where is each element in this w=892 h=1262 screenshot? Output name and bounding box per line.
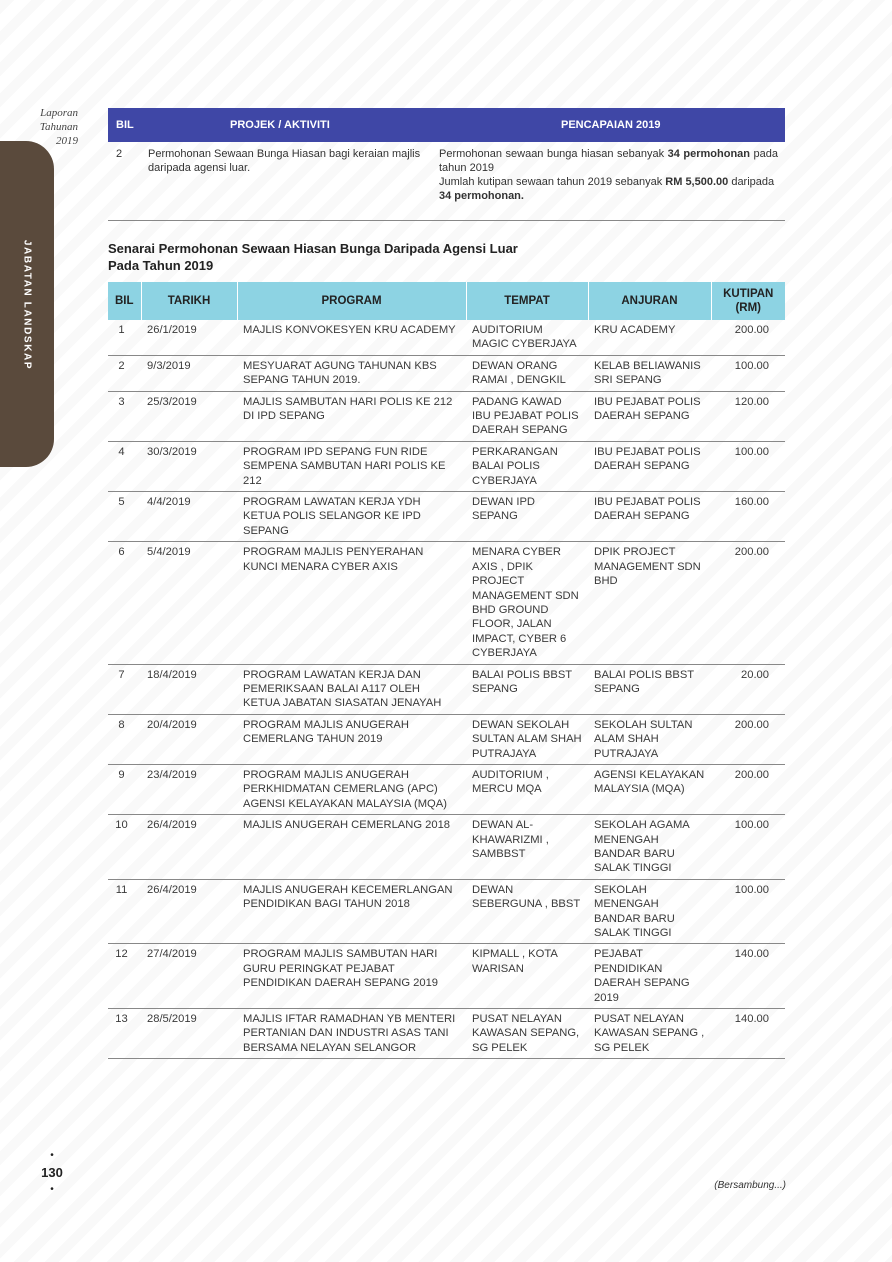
table-row bbox=[108, 542, 785, 664]
table-row bbox=[108, 441, 785, 491]
cell-kutipan: 200.00 bbox=[711, 714, 785, 764]
achievement-table-header bbox=[108, 108, 785, 142]
text: Jumlah kutipan sewaan tahun 2019 sebanyak bbox=[439, 176, 666, 188]
cell-tarikh: 23/4/2019 bbox=[141, 764, 237, 814]
cell-tempat: DEWAN AL-KHAWARIZMI , SAMBBST bbox=[466, 815, 588, 880]
table-body bbox=[108, 320, 785, 1059]
cell-anjuran: IBU PEJABAT POLIS DAERAH SEPANG bbox=[588, 492, 711, 542]
cell-program: MAJLIS ANUGERAH KECEMERLANGAN PENDIDIKAN BAGI TAHUN 2018 bbox=[237, 879, 466, 944]
cell-kutipan: 140.00 bbox=[711, 944, 785, 1009]
cell-program: MAJLIS IFTAR RAMADHAN YB MENTERI PERTANIAN DAN INDUSTRI ASAS TANI BERSAMA NELAYAN SELANGOR bbox=[237, 1009, 466, 1059]
cell-kutipan: 200.00 bbox=[711, 764, 785, 814]
cell-program: MAJLIS KONVOKESYEN KRU ACADEMY bbox=[237, 320, 466, 355]
header-project: PROJEK / AKTIVITI bbox=[230, 119, 330, 131]
header-kutipan-unit: (RM) bbox=[735, 302, 762, 314]
bold-text: 34 permohonan. bbox=[439, 190, 524, 202]
table-row bbox=[108, 664, 785, 714]
cell-bil: 12 bbox=[108, 944, 141, 1009]
table-row bbox=[108, 944, 785, 1009]
cell-bil: 11 bbox=[108, 879, 141, 944]
page-number-value: 130 bbox=[41, 1165, 63, 1180]
table-header-row bbox=[108, 282, 785, 320]
section-tab-label: JABATAN LANDSKAP bbox=[21, 239, 33, 371]
table-row bbox=[108, 355, 785, 391]
report-label-line: 2019 bbox=[56, 135, 78, 147]
report-label-line: Laporan bbox=[40, 107, 78, 119]
bold-text: 34 permohonan bbox=[667, 148, 750, 160]
cell-anjuran: PEJABAT PENDIDIKAN DAERAH SEPANG 2019 bbox=[588, 944, 711, 1009]
row-bil: 2 bbox=[116, 148, 123, 160]
cell-bil: 1 bbox=[108, 320, 141, 355]
cell-tarikh: 30/3/2019 bbox=[141, 441, 237, 491]
cell-bil: 6 bbox=[108, 542, 141, 664]
cell-tarikh: 28/5/2019 bbox=[141, 1009, 237, 1059]
text: pada tahun 2019 bbox=[439, 148, 778, 174]
cell-tarikh: 5/4/2019 bbox=[141, 542, 237, 664]
cell-bil: 3 bbox=[108, 391, 141, 441]
cell-program: PROGRAM MAJLIS ANUGERAH PERKHIDMATAN CEMERLANG (APC) AGENSI KELAYAKAN MALAYSIA (MQA) bbox=[237, 764, 466, 814]
text: daripada bbox=[728, 176, 775, 188]
header-kutipan bbox=[711, 282, 785, 320]
cell-tarikh: 9/3/2019 bbox=[141, 355, 237, 391]
table-row bbox=[108, 1009, 785, 1059]
cell-tarikh: 4/4/2019 bbox=[141, 492, 237, 542]
cell-kutipan: 200.00 bbox=[711, 542, 785, 664]
table-row bbox=[108, 879, 785, 944]
header-kutipan-label: KUTIPAN bbox=[723, 288, 774, 300]
row-achievement bbox=[439, 147, 778, 203]
cell-tarikh: 18/4/2019 bbox=[141, 664, 237, 714]
header-program: PROGRAM bbox=[237, 282, 466, 320]
dot-icon: • bbox=[50, 1184, 54, 1195]
cell-anjuran: KRU ACADEMY bbox=[588, 320, 711, 355]
header-tarikh: TARIKH bbox=[141, 282, 237, 320]
cell-kutipan: 160.00 bbox=[711, 492, 785, 542]
table-row bbox=[108, 492, 785, 542]
section-title-line: Pada Tahun 2019 bbox=[108, 258, 214, 273]
cell-anjuran: IBU PEJABAT POLIS DAERAH SEPANG bbox=[588, 391, 711, 441]
row-project: Permohonan Sewaan Bunga Hiasan bagi keraian majlis daripada agensi luar. bbox=[148, 148, 421, 174]
page-number bbox=[30, 1150, 74, 1196]
cell-anjuran: SEKOLAH SULTAN ALAM SHAH PUTRAJAYA bbox=[588, 714, 711, 764]
cell-tempat: MENARA CYBER AXIS , DPIK PROJECT MANAGEMENT SDN BHD GROUND FLOOR, JALAN IMPACT, CYBER 6 CYBERJAYA bbox=[466, 542, 588, 664]
cell-bil: 13 bbox=[108, 1009, 141, 1059]
cell-tempat: AUDITORIUM , MERCU MQA bbox=[466, 764, 588, 814]
header-bil: BIL bbox=[108, 282, 141, 320]
cell-tempat: PUSAT NELAYAN KAWASAN SEPANG, SG PELEK bbox=[466, 1009, 588, 1059]
header-tempat: TEMPAT bbox=[466, 282, 588, 320]
cell-tempat: AUDITORIUM MAGIC CYBERJAYA bbox=[466, 320, 588, 355]
table-row bbox=[108, 764, 785, 814]
header-anjuran: ANJURAN bbox=[588, 282, 711, 320]
cell-kutipan: 100.00 bbox=[711, 355, 785, 391]
cell-tarikh: 20/4/2019 bbox=[141, 714, 237, 764]
cell-anjuran: AGENSI KELAYAKAN MALAYSIA (MQA) bbox=[588, 764, 711, 814]
cell-program: MAJLIS SAMBUTAN HARI POLIS KE 212 DI IPD SEPANG bbox=[237, 391, 466, 441]
cell-anjuran: KELAB BELIAWANIS SRI SEPANG bbox=[588, 355, 711, 391]
cell-program: PROGRAM MAJLIS ANUGERAH CEMERLANG TAHUN 2019 bbox=[237, 714, 466, 764]
cell-tempat: DEWAN SEBERGUNA , BBST bbox=[466, 879, 588, 944]
cell-tarikh: 27/4/2019 bbox=[141, 944, 237, 1009]
cell-anjuran: SEKOLAH MENENGAH BANDAR BARU SALAK TINGGI bbox=[588, 879, 711, 944]
rental-table bbox=[108, 282, 785, 1059]
cell-anjuran: DPIK PROJECT MANAGEMENT SDN BHD bbox=[588, 542, 711, 664]
cell-bil: 5 bbox=[108, 492, 141, 542]
cell-program: PROGRAM IPD SEPANG FUN RIDE SEMPENA SAMBUTAN HARI POLIS KE 212 bbox=[237, 441, 466, 491]
achievement-table bbox=[108, 108, 785, 221]
cell-bil: 2 bbox=[108, 355, 141, 391]
header-bil: BIL bbox=[116, 119, 134, 131]
table-row bbox=[108, 320, 785, 355]
cell-tarikh: 26/4/2019 bbox=[141, 815, 237, 880]
cell-bil: 9 bbox=[108, 764, 141, 814]
cell-tempat: PADANG KAWAD IBU PEJABAT POLIS DAERAH SEPANG bbox=[466, 391, 588, 441]
text: Permohonan sewaan bunga hiasan sebanyak bbox=[439, 148, 668, 160]
dot-icon: • bbox=[50, 1150, 54, 1161]
section-title bbox=[108, 240, 568, 274]
cell-tempat: DEWAN IPD SEPANG bbox=[466, 492, 588, 542]
cell-anjuran: SEKOLAH AGAMA MENENGAH BANDAR BARU SALAK TINGGI bbox=[588, 815, 711, 880]
cell-bil: 10 bbox=[108, 815, 141, 880]
cell-tarikh: 26/4/2019 bbox=[141, 879, 237, 944]
continuation-note: (Bersambung...) bbox=[714, 1180, 786, 1191]
report-label-line: Tahunan bbox=[39, 121, 78, 133]
cell-kutipan: 20.00 bbox=[711, 664, 785, 714]
achievement-line-1 bbox=[439, 147, 778, 175]
cell-kutipan: 200.00 bbox=[711, 320, 785, 355]
cell-bil: 8 bbox=[108, 714, 141, 764]
cell-program: PROGRAM MAJLIS PENYERAHAN KUNCI MENARA CYBER AXIS bbox=[237, 542, 466, 664]
cell-tarikh: 26/1/2019 bbox=[141, 320, 237, 355]
cell-program: PROGRAM MAJLIS SAMBUTAN HARI GURU PERINGKAT PEJABAT PENDIDIKAN DAERAH SEPANG 2019 bbox=[237, 944, 466, 1009]
cell-anjuran: PUSAT NELAYAN KAWASAN SEPANG , SG PELEK bbox=[588, 1009, 711, 1059]
cell-kutipan: 140.00 bbox=[711, 1009, 785, 1059]
cell-anjuran: BALAI POLIS BBST SEPANG bbox=[588, 664, 711, 714]
cell-tempat: KIPMALL , KOTA WARISAN bbox=[466, 944, 588, 1009]
table-row bbox=[108, 815, 785, 880]
table-row bbox=[108, 714, 785, 764]
table-row bbox=[108, 391, 785, 441]
header-achievement: PENCAPAIAN 2019 bbox=[561, 119, 661, 131]
cell-tarikh: 25/3/2019 bbox=[141, 391, 237, 441]
cell-kutipan: 100.00 bbox=[711, 815, 785, 880]
cell-tempat: BALAI POLIS BBST SEPANG bbox=[466, 664, 588, 714]
cell-program: MESYUARAT AGUNG TAHUNAN KBS SEPANG TAHUN 2019. bbox=[237, 355, 466, 391]
cell-program: PROGRAM LAWATAN KERJA YDH KETUA POLIS SELANGOR KE IPD SEPANG bbox=[237, 492, 466, 542]
achievement-line-2 bbox=[439, 175, 778, 203]
cell-kutipan: 120.00 bbox=[711, 391, 785, 441]
cell-program: PROGRAM LAWATAN KERJA DAN PEMERIKSAAN BALAI A117 OLEH KETUA JABATAN SIASATAN JENAYAH bbox=[237, 664, 466, 714]
bold-text: RM 5,500.00 bbox=[665, 176, 729, 188]
cell-tempat: DEWAN ORANG RAMAI , DENGKIL bbox=[466, 355, 588, 391]
cell-kutipan: 100.00 bbox=[711, 879, 785, 944]
cell-kutipan: 100.00 bbox=[711, 441, 785, 491]
cell-anjuran: IBU PEJABAT POLIS DAERAH SEPANG bbox=[588, 441, 711, 491]
cell-bil: 7 bbox=[108, 664, 141, 714]
cell-tempat: DEWAN SEKOLAH SULTAN ALAM SHAH PUTRAJAYA bbox=[466, 714, 588, 764]
cell-bil: 4 bbox=[108, 441, 141, 491]
cell-program: MAJLIS ANUGERAH CEMERLANG 2018 bbox=[237, 815, 466, 880]
section-title-line: Senarai Permohonan Sewaan Hiasan Bunga Daripada Agensi Luar bbox=[108, 241, 518, 256]
cell-tempat: PERKARANGAN BALAI POLIS CYBERJAYA bbox=[466, 441, 588, 491]
achievement-row bbox=[108, 142, 785, 221]
